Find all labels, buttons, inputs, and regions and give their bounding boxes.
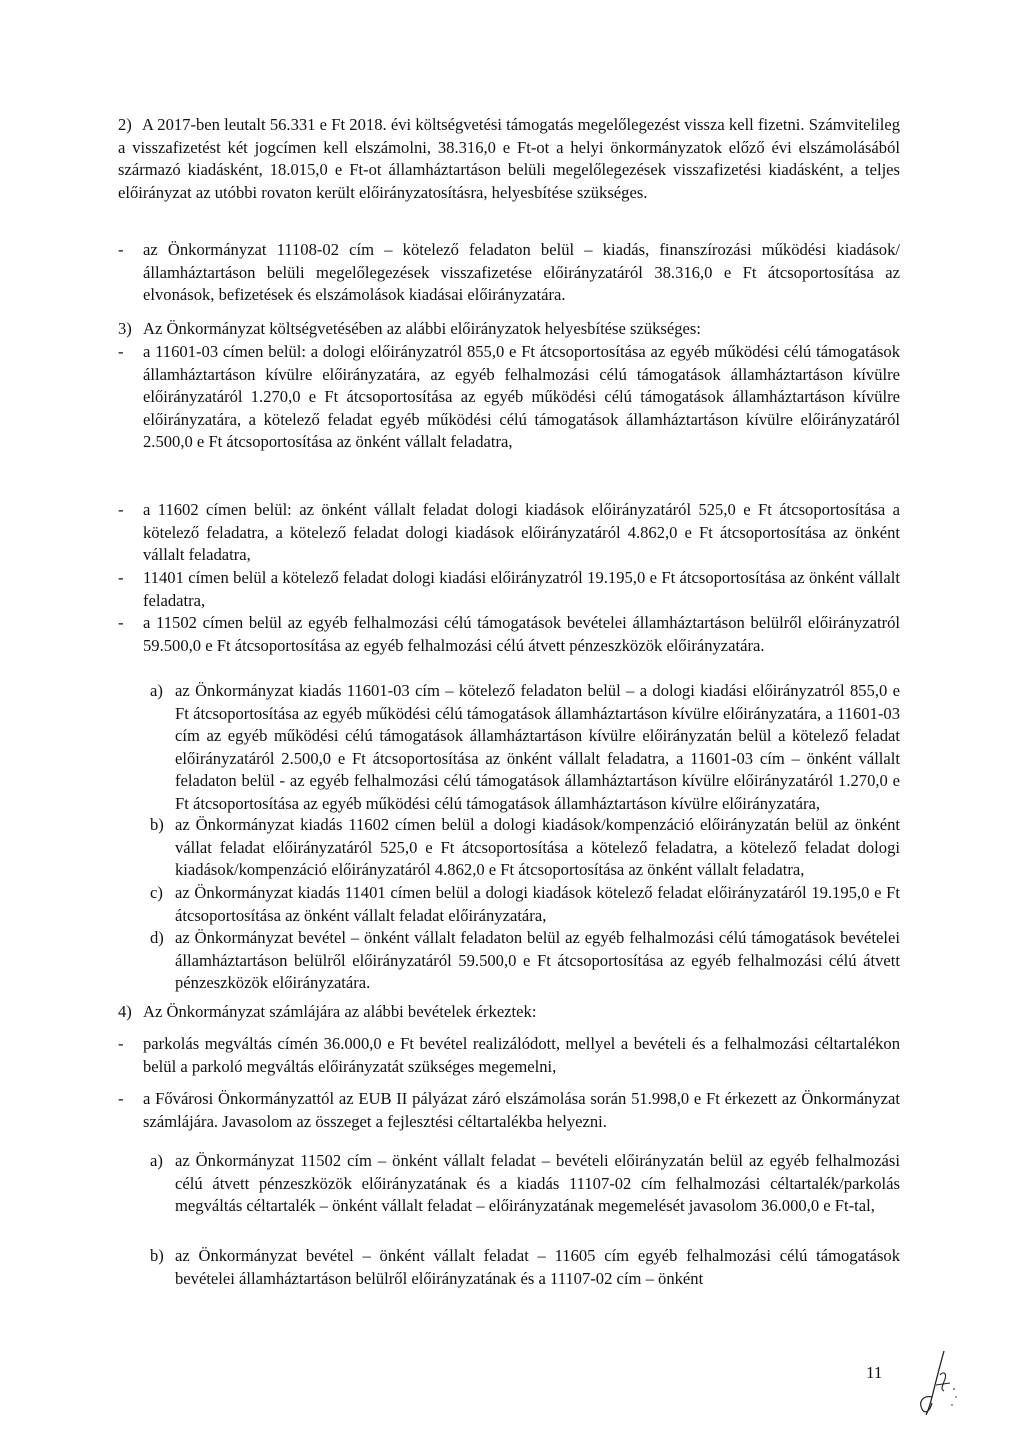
section-3-item-c-marker: c) bbox=[150, 883, 163, 902]
section-3-bullet-2: a 11602 címen belül: az önként vállalt feladat dologi kiadások előirányzatáról 525,0 e Ft átcsoportosítása a kötelező feladatra, a kötelező feladat dologi kiadások előirányzatáról 4.862,0 e Ft átcsoportosítása az önként vállalt feladatra, bbox=[143, 500, 900, 564]
section-3-item-a-marker: a) bbox=[150, 681, 163, 700]
section-4-item-b: az Önkormányzat bevétel – önként vállalt feladat – 11605 cím egyéb felhalmozási célú támogatások bevételei államháztartáson belülről előirányzatának és a 11107-02 cím – önként bbox=[175, 1246, 900, 1288]
section-4-item-a: az Önkormányzat 11502 cím – önként vállalt feladat – bevételi előirányzatán belül az egyéb felhalmozási célú átvett pénzeszközök előirányzatának és a kiadás 11107-02 cím felhalmozási céltartalék/parkolás megváltás céltartalék – önként vállalt feladat – előirányzatának megemelését javasolom 36.000,0 e Ft-tal, bbox=[175, 1151, 900, 1215]
section-3-bullet-1-dash: - bbox=[118, 342, 124, 361]
section-3-bullet-1: a 11601-03 címen belül: a dologi előirányzatról 855,0 e Ft átcsoportosítása az egyéb működési célú támogatások államháztartáson kívülre előirányzatára, az egyéb felhalmozási célú támogatások államháztartáson kívülre előirányzatáról 1.270,0 e Ft átcsoportosítása az egyéb működési célú támogatások államháztartáson kívülre előirányzatára, a kötelező feladat egyéb működési célú támogatások államháztartáson kívülre előirányzatáról 2.500,0 e Ft átcsoportosítása az önként vállalt feladatra, bbox=[143, 342, 900, 451]
section-2-paragraph: A 2017-ben leutalt 56.331 e Ft 2018. évi költségvetési támogatás megelőlegezést vissza kell fizetni. Számvitelileg a visszafizetést két jogcímen kell elszámolni, 38.316,0 e Ft-ot a helyi önkormányzatok előző évi elszámolásából származó kiadásként, 18.015,0 e Ft-ot államháztartáson belüli megelőlegezések visszafizetési kiadásként, a teljes előirányzat az utóbbi rovaton került előirányzatosításra, helyesbítése szükséges. bbox=[118, 115, 900, 202]
section-3-item-c: az Önkormányzat kiadás 11401 címen belül a dologi kiadások kötelező feladat előirányzatáról 19.195,0 e Ft átcsoportosítása az önként vállalt feladat előirányzatára, bbox=[175, 883, 900, 925]
section-3-item-a: az Önkormányzat kiadás 11601-03 cím – kötelező feladaton belül – a dologi kiadási előirányzatról 855,0 e Ft átcsoportosítása az egyéb működési célú támogatások államháztartáson kívülre előirányzatára, a 11601-03 cím az egyéb működési célú támogatások államháztartáson kívülre előirányzatán belül a kötelező feladat előirányzatáról 2.500,0 e Ft átcsoportosítása az önként vállalt feladatra, a 11601-03 cím – önként vállalt feladaton belül - az egyéb felhalmozási célú támogatások államháztartáson kívülre előirányzatáról 1.270,0 e Ft átcsoportosítása az egyéb működési célú támogatások államháztartáson kívülre előirányzatára, bbox=[175, 681, 900, 813]
section-4-item-a-marker: a) bbox=[150, 1151, 163, 1170]
section-3-item-d: az Önkormányzat bevétel – önként vállalt feladaton belül az egyéb felhalmozási célú támogatások bevételei államháztartáson belülről előirányzatáról 59.500,0 e Ft átcsoportosítása az egyéb felhalmozási célú átvett pénzeszközök előirányzatára. bbox=[175, 928, 900, 992]
signature-initials-icon bbox=[910, 1345, 970, 1425]
section-3-item-b-marker: b) bbox=[150, 815, 164, 834]
section-4-bullet-1: parkolás megváltás címén 36.000,0 e Ft bevétel realizálódott, mellyel a bevételi és a felhalmozási céltartalékon belül a parkoló megváltás előirányzatát szükséges megemelni, bbox=[143, 1034, 900, 1076]
section-3-item-b: az Önkormányzat kiadás 11602 címen belül a dologi kiadások/kompenzáció előirányzatán belül az önként vállat feladat előirányzatáról 525,0 e Ft átcsoportosítása a kötelező feladatra, a kötelező feladat dologi kiadások/kompenzáció előirányzatáról 4.862,0 e Ft átcsoportosítása az önként vállalt feladatra, bbox=[175, 815, 900, 879]
section-2-bullet-dash: - bbox=[118, 240, 124, 259]
section-2-bullet-1: az Önkormányzat 11108-02 cím – kötelező feladaton belül – kiadás, finanszírozási működési kiadások/államháztartáson belüli megelőlegezések visszafizetése előirányzatáról 38.316,0 e Ft átcsoportosítása az elvonások, befizetések és elszámolások kiadásai előirányzatára. bbox=[143, 240, 900, 304]
page-number: 11 bbox=[866, 1363, 883, 1382]
section-3-bullet-4: a 11502 címen belül az egyéb felhalmozási célú támogatások bevételei államháztartáson belülről előirányzatról 59.500,0 e Ft átcsoportosítása az egyéb felhalmozási célú átvett pénzeszközök előirányzatára. bbox=[143, 613, 900, 655]
section-4-bullet-2-dash: - bbox=[118, 1089, 124, 1108]
section-3-bullet-3: 11401 címen belül a kötelező feladat dologi kiadási előirányzatról 19.195,0 e Ft átcsoportosítása az önként vállalt feladatra, bbox=[143, 568, 900, 610]
section-2-number: 2) bbox=[118, 115, 132, 134]
section-3-intro: Az Önkormányzat költségvetésében az alábbi előirányzatok helyesbítése szükséges: bbox=[143, 319, 701, 338]
section-3-bullet-2-dash: - bbox=[118, 500, 124, 519]
section-3-number: 3) bbox=[118, 319, 132, 338]
section-3-bullet-3-dash: - bbox=[118, 568, 124, 587]
section-4-number: 4) bbox=[118, 1002, 132, 1021]
section-4-item-b-marker: b) bbox=[150, 1246, 164, 1265]
section-4-intro: Az Önkormányzat számlájára az alábbi bevételek érkeztek: bbox=[143, 1002, 537, 1021]
section-4-bullet-2: a Fővárosi Önkormányzattól az EUB II pályázat záró elszámolása során 51.998,0 e Ft érkezett az Önkormányzat számlájára. Javasolom az összeget a fejlesztési céltartalékba helyezni. bbox=[143, 1089, 900, 1131]
section-3-bullet-4-dash: - bbox=[118, 613, 124, 632]
section-3-item-d-marker: d) bbox=[150, 928, 164, 947]
section-4-bullet-1-dash: - bbox=[118, 1034, 124, 1053]
